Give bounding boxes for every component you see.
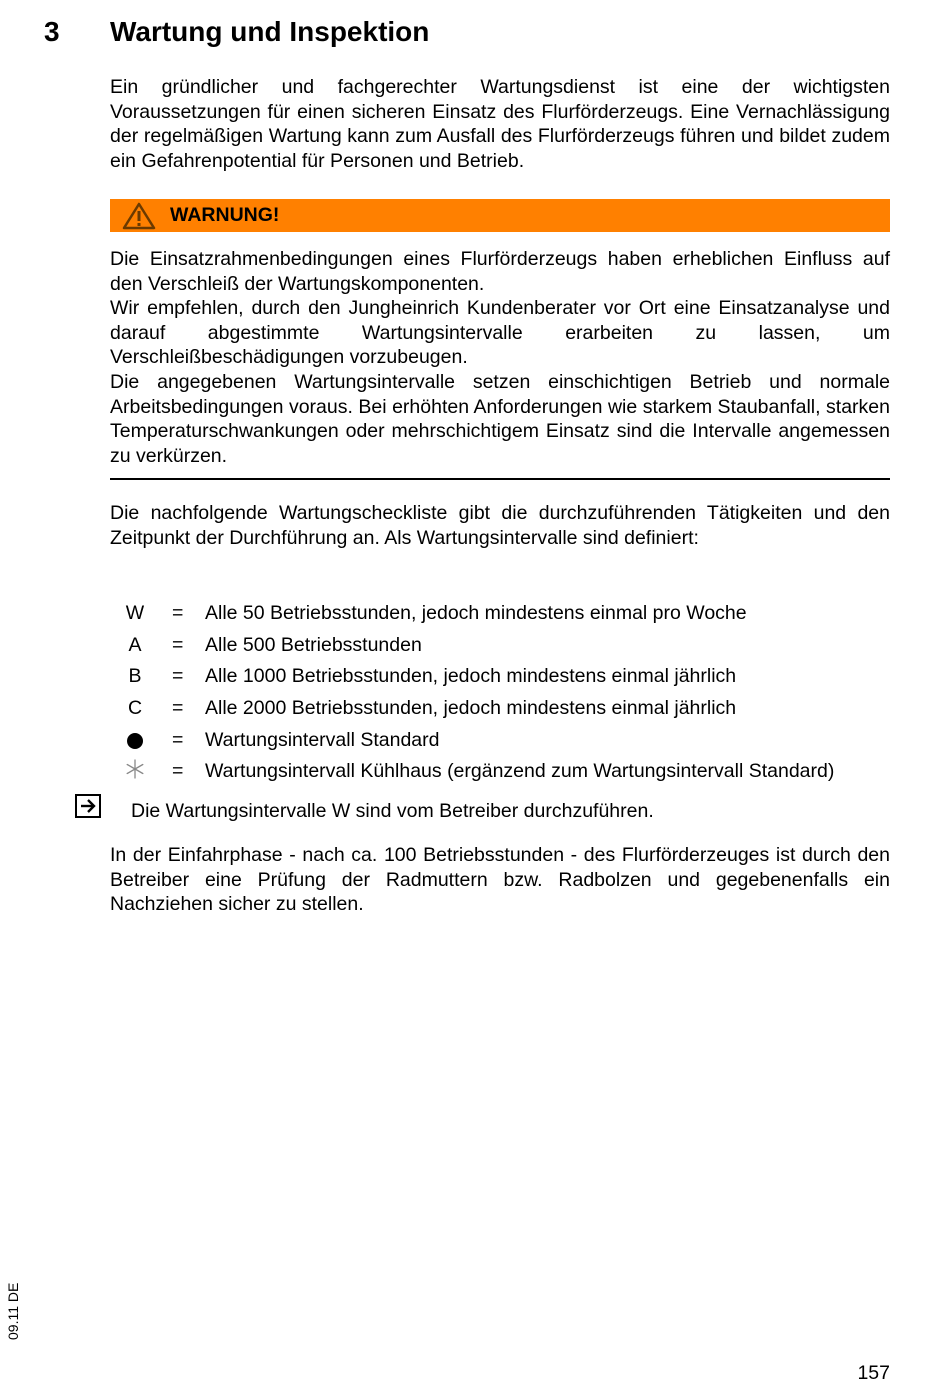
final-paragraph: In der Einfahrphase - nach ca. 100 Betriebsstunden - des Flurförderzeuges ist durch den Betreiber eine Prüfung der Radmuttern bzw. Radbolzen und gegebenenfalls ein Nachziehen sicher zu stellen.	[110, 844, 890, 916]
equals-sign: =	[172, 728, 184, 751]
interval-description: Alle 1000 Betriebsstunden, jedoch mindestens einmal jährlich	[205, 665, 737, 688]
warning-paragraph: Wir empfehlen, durch den Jungheinrich Kundenberater vor Ort eine Einsatzanalyse und darauf abgestimmte Wartungsintervalle erarbeiten zu lassen, um Verschleißbeschädigungen vorzubeugen.	[110, 297, 890, 369]
interval-symbol: C	[127, 697, 143, 720]
interval-symbol: W	[125, 602, 145, 625]
warning-end-divider	[110, 478, 890, 480]
warning-paragraph: Die angegebenen Wartungsintervalle setzen einschichtigen Betrieb und normale Arbeitsbedingungen voraus. Bei erhöhten Anforderungen wie starkem Staubanfall, starken Temperaturschwankungen oder mehrschichtigem Einsatz sind die Intervalle angemessen zu verkürzen.	[110, 370, 890, 467]
intro-paragraph: Ein gründlicher und fachgerechter Wartungsdienst ist eine der wichtigsten Voraussetzungen für einen sicheren Einsatz des Flurförderzeugs. Eine Vernachlässigung der regelmäßigen Wartung kann zum Ausfall des Flurförderzeugs führen und bildet zudem ein Gefahrenpotential für Personen und Betrieb.	[110, 76, 890, 172]
section-heading	[44, 16, 429, 48]
checklist-intro-paragraph: Die nachfolgende Wartungscheckliste gibt die durchzuführenden Tätigkeiten und den Zeitpunkt der Durchführung an. Als Wartungsintervalle sind definiert:	[110, 502, 890, 549]
interval-symbol: A	[128, 633, 142, 656]
interval-row	[110, 661, 900, 693]
warning-paragraph: Die Einsatzrahmenbedingungen eines Flurförderzeugs haben erheblichen Einfluss auf den Verschleiß der Wartungskomponenten.	[110, 248, 890, 295]
equals-sign: =	[172, 760, 184, 783]
page-number: 157	[857, 1362, 890, 1384]
interval-row	[110, 693, 900, 725]
document-version-code: 09.11 DE	[5, 1282, 21, 1340]
interval-list	[110, 598, 900, 788]
warning-label: WARNUNG!	[170, 204, 280, 226]
warning-text	[110, 247, 890, 468]
interval-description: Alle 50 Betriebsstunden, jedoch mindestens einmal pro Woche	[205, 602, 747, 625]
section-number: 3	[44, 16, 60, 47]
warning-bar	[110, 199, 890, 232]
filled-circle-icon	[110, 729, 160, 752]
equals-sign: =	[172, 602, 184, 625]
equals-sign: =	[172, 665, 184, 688]
section-title: Wartung und Inspektion	[110, 16, 430, 47]
arrow-note-icon	[75, 794, 101, 818]
interval-symbol: B	[128, 665, 142, 688]
warning-triangle-icon	[122, 202, 156, 230]
interval-row	[110, 630, 900, 662]
interval-row	[110, 724, 900, 756]
snowflake-star-icon	[110, 759, 160, 785]
interval-symbol-dot	[127, 733, 143, 749]
interval-description: Alle 500 Betriebsstunden	[205, 633, 422, 656]
equals-sign: =	[172, 697, 184, 720]
interval-row	[110, 756, 900, 788]
star-icon-svg	[125, 759, 145, 779]
interval-description: Alle 2000 Betriebsstunden, jedoch mindestens einmal jährlich	[205, 697, 737, 720]
interval-description: Wartungsintervall Kühlhaus (ergänzend zum Wartungsintervall Standard)	[205, 760, 835, 783]
note-text: Die Wartungsintervalle W sind vom Betreiber durchzuführen.	[131, 800, 654, 822]
interval-row	[110, 598, 900, 630]
equals-sign: =	[172, 633, 184, 656]
interval-description: Wartungsintervall Standard	[205, 728, 440, 751]
